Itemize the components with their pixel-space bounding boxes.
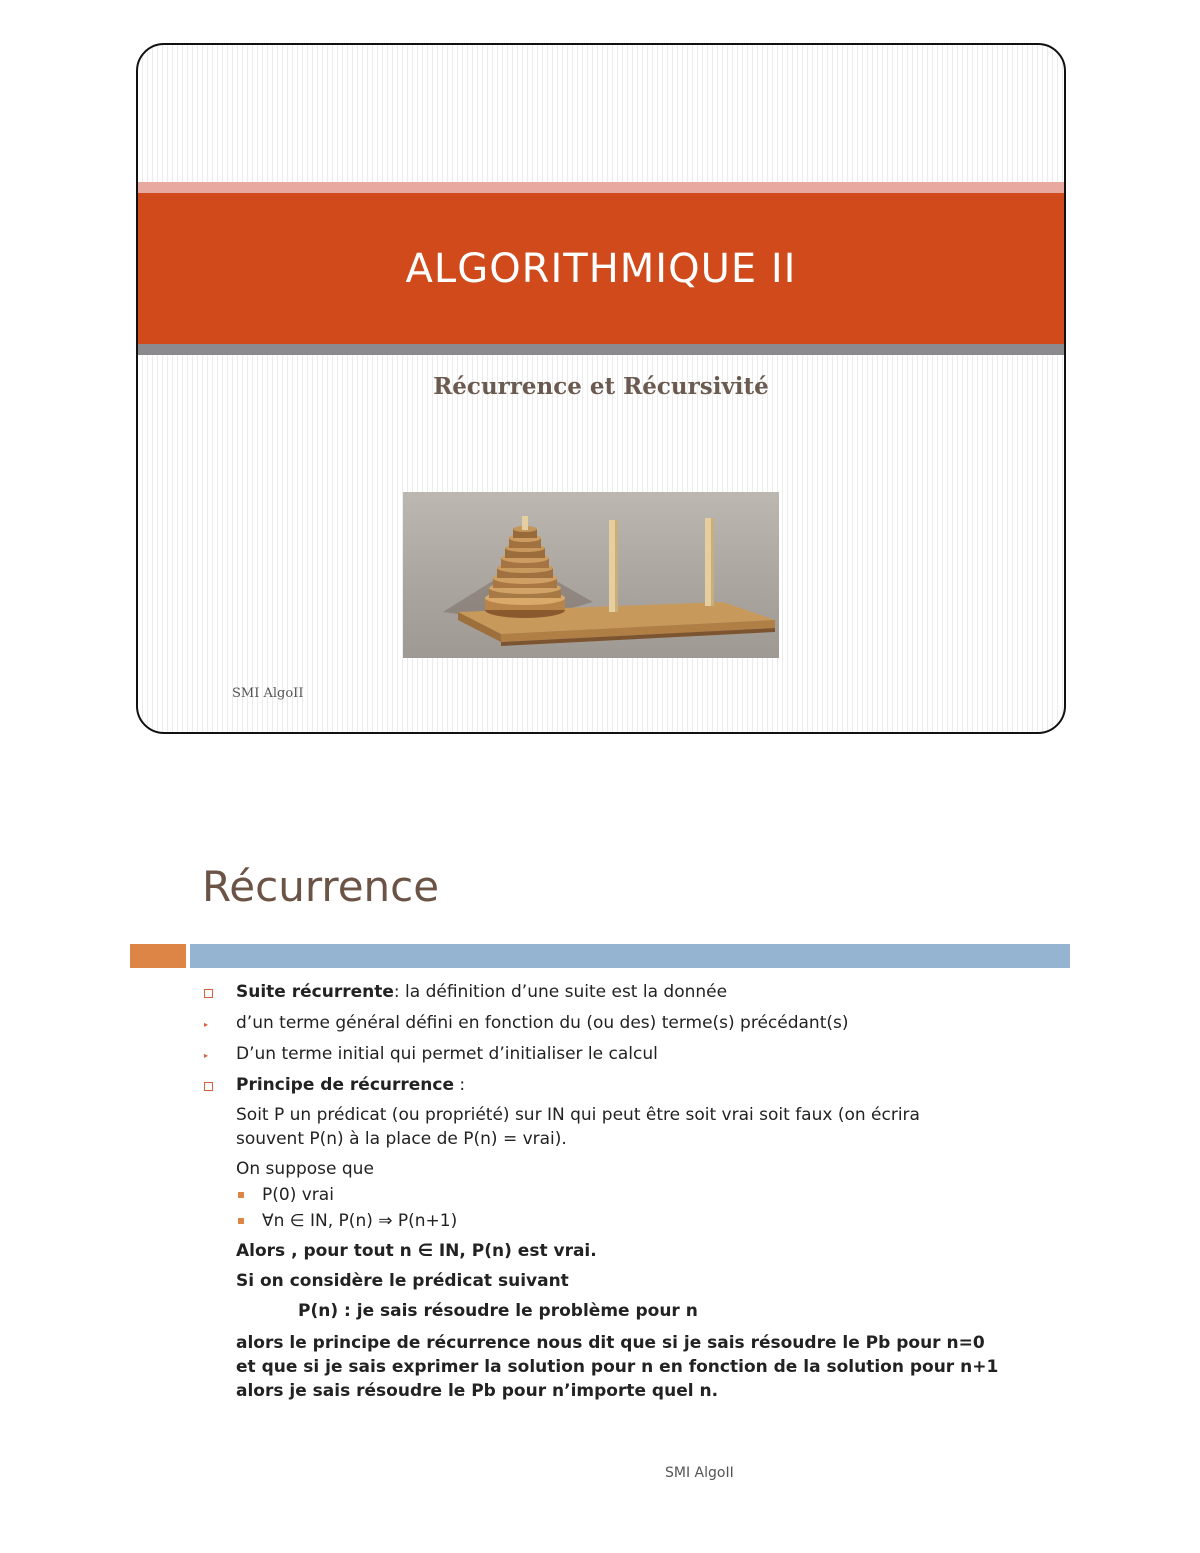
slide-footer: SMI AlgoII (665, 1465, 734, 1481)
text-line: Si on considère le prédicat suivant (236, 1271, 569, 1291)
small-square-bullet-icon (238, 1218, 244, 1224)
text-line: Soit P un prédicat (ou propriété) sur IN qui peut être soit vrai soit faux (on écrira (236, 1105, 920, 1125)
accent-bar-blue (190, 944, 1070, 968)
slide-content (200, 978, 1070, 1403)
tower-of-hanoi-image (403, 492, 779, 658)
term-text: : (454, 1075, 466, 1095)
grey-band (138, 344, 1064, 355)
paragraph (200, 1331, 1070, 1403)
hypothesis-item (200, 1183, 1070, 1207)
pink-band (138, 182, 1064, 193)
title-slide (136, 43, 1066, 734)
list-item-sub (200, 1042, 1070, 1066)
paragraph (200, 1103, 1070, 1151)
term-label: Suite récurrente (236, 982, 394, 1002)
slide-subtitle: Récurrence et Récursivité (433, 373, 769, 400)
text-line: et que si je sais exprimer la solution pour n en fonction de la solution pour n+1 (236, 1357, 999, 1377)
section-title: Récurrence (202, 862, 440, 911)
tower-of-hanoi-illustration (403, 492, 779, 658)
list-item-principe (200, 1073, 1070, 1097)
term-label: Principe de récurrence (236, 1075, 455, 1095)
triangle-bullet-icon: ▸ (204, 1020, 209, 1029)
square-bullet-icon (204, 989, 213, 998)
paragraph: On suppose que (236, 1159, 374, 1179)
conclusion-line: Alors , pour tout n ∈ IN, P(n) est vrai. (236, 1241, 597, 1261)
term-text: : la définition d’une suite est la donnée (393, 982, 728, 1002)
sub-text: d’un terme général défini en fonction du (ou des) terme(s) précédant(s) (236, 1013, 849, 1033)
sub-text: D’un terme initial qui permet d’initialiser le calcul (236, 1044, 658, 1064)
list-item-suite (200, 980, 1070, 1004)
triangle-bullet-icon: ▸ (204, 1051, 209, 1060)
text-line: alors le principe de récurrence nous dit que si je sais résoudre le Pb pour n=0 (236, 1333, 985, 1353)
text-line: alors je sais résoudre le Pb pour n’importe quel n. (236, 1381, 719, 1401)
hypothesis-text: ∀n ∈ IN, P(n) ⇒ P(n+1) (262, 1211, 458, 1231)
slide-title: ALGORITHMIQUE II (405, 245, 797, 292)
small-square-bullet-icon (238, 1192, 244, 1198)
predicate-line: P(n) : je sais résoudre le problème pour n (298, 1301, 698, 1321)
hypothesis-text: P(0) vrai (262, 1185, 334, 1205)
slide-footer: SMI AlgoII (232, 686, 304, 701)
hypothesis-item (200, 1209, 1070, 1233)
list-item-sub (200, 1011, 1070, 1035)
square-bullet-icon (204, 1082, 213, 1091)
text-line: souvent P(n) à la place de P(n) = vrai). (236, 1129, 567, 1149)
accent-bar-orange (130, 944, 186, 968)
